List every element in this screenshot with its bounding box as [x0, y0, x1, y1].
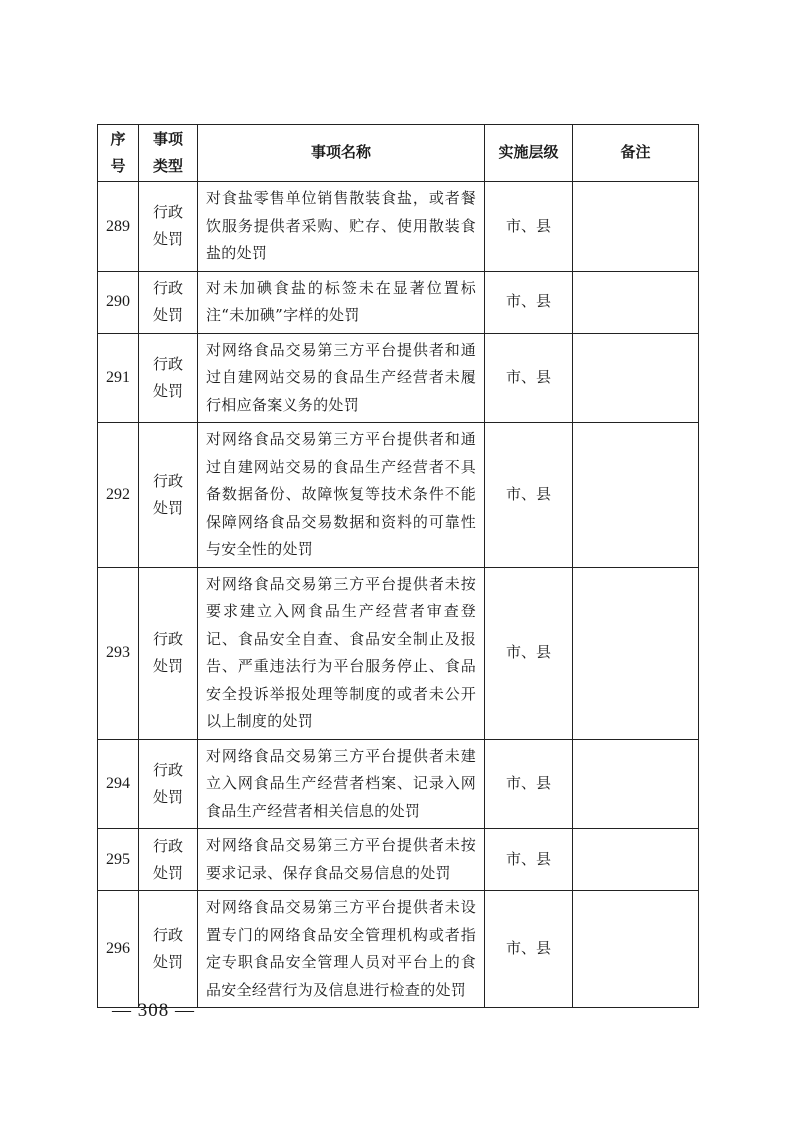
table-row: [98, 423, 699, 568]
item-type-line: 行政: [152, 630, 183, 648]
row-note: [573, 829, 699, 891]
row-number: 290: [98, 271, 139, 333]
table-row: [98, 271, 699, 333]
item-type-line: 处罚: [152, 863, 183, 882]
row-item-type: [139, 567, 198, 739]
item-type-line: 处罚: [152, 381, 183, 400]
row-note: [573, 271, 699, 333]
row-item-name: 对网络食品交易第三方平台提供者未按要求建立入网食品生产经营者审查登记、食品安全自查、食品安全制止及报告、严重违法行为平台服务停止、食品安全投诉举报处理等制度的或者未公开以上制度的处罚: [198, 567, 485, 739]
row-level: 市、县: [485, 333, 573, 423]
header-seq: 序 号: [98, 125, 139, 182]
row-item-type: [139, 182, 198, 272]
row-note: [573, 423, 699, 568]
row-number: 292: [98, 423, 139, 568]
row-item-name: 对网络食品交易第三方平台提供者未建立入网食品生产经营者档案、记录入网食品生产经营者相关信息的处罚: [198, 739, 485, 829]
row-level: 市、县: [485, 423, 573, 568]
item-type-line: 行政: [152, 926, 183, 944]
page-number: — 308 —: [112, 1000, 195, 1021]
row-item-name: 对网络食品交易第三方平台提供者和通过自建网站交易的食品生产经营者未履行相应备案义务的处罚: [198, 333, 485, 423]
header-name: 事项名称: [198, 125, 485, 182]
item-type-line: 行政: [152, 836, 183, 855]
row-item-type: [139, 333, 198, 423]
table-row: [98, 891, 699, 1008]
row-level: 市、县: [485, 271, 573, 333]
item-type-line: 行政: [152, 279, 183, 297]
table-row: [98, 829, 699, 891]
header-level: 实施层级: [485, 125, 573, 182]
item-type-line: 处罚: [152, 953, 183, 971]
row-item-type: [139, 829, 198, 891]
row-item-name: 对食盐零售单位销售散装食盐，或者餐饮服务提供者采购、贮存、使用散装食盐的处罚: [198, 182, 485, 272]
table-row: [98, 333, 699, 423]
row-level: 市、县: [485, 891, 573, 1008]
item-type-line: 处罚: [152, 230, 183, 249]
row-item-name: 对未加碘食盐的标签未在显著位置标注“未加碘”字样的处罚: [198, 271, 485, 333]
item-table-container: [97, 124, 698, 1008]
item-type-line: 行政: [152, 760, 183, 779]
row-level: 市、县: [485, 182, 573, 272]
row-number: 291: [98, 333, 139, 423]
row-number: 295: [98, 829, 139, 891]
row-note: [573, 567, 699, 739]
table-row: [98, 567, 699, 739]
row-level: 市、县: [485, 567, 573, 739]
row-level: 市、县: [485, 739, 573, 829]
row-level: 市、县: [485, 829, 573, 891]
header-type: 事项 类型: [139, 125, 198, 182]
row-note: [573, 182, 699, 272]
item-type-line: 行政: [152, 471, 183, 490]
row-item-type: [139, 891, 198, 1008]
item-type-line: 处罚: [152, 657, 183, 675]
row-number: 296: [98, 891, 139, 1008]
table-row: [98, 182, 699, 272]
row-note: [573, 891, 699, 1008]
table-body: [98, 182, 699, 1008]
item-type-line: 处罚: [152, 787, 183, 806]
item-table: [97, 124, 699, 1008]
header-note: 备注: [573, 125, 699, 182]
row-note: [573, 739, 699, 829]
row-item-type: [139, 271, 198, 333]
row-item-name: 对网络食品交易第三方平台提供者和通过自建网站交易的食品生产经营者不具备数据备份、故障恢复等技术条件不能保障网络食品交易数据和资料的可靠性与安全性的处罚: [198, 423, 485, 568]
row-number: 294: [98, 739, 139, 829]
row-item-type: [139, 739, 198, 829]
table-row: [98, 739, 699, 829]
row-number: 293: [98, 567, 139, 739]
item-type-line: 处罚: [152, 498, 183, 517]
row-item-type: [139, 423, 198, 568]
item-type-line: 行政: [152, 203, 183, 222]
row-note: [573, 333, 699, 423]
item-type-line: 行政: [152, 354, 183, 373]
row-number: 289: [98, 182, 139, 272]
item-type-line: 处罚: [152, 306, 183, 324]
row-item-name: 对网络食品交易第三方平台提供者未按要求记录、保存食品交易信息的处罚: [198, 829, 485, 891]
table-header-row: [98, 125, 699, 182]
row-item-name: 对网络食品交易第三方平台提供者未设置专门的网络食品安全管理机构或者指定专职食品安全管理人员对平台上的食品安全经营行为及信息进行检查的处罚: [198, 891, 485, 1008]
